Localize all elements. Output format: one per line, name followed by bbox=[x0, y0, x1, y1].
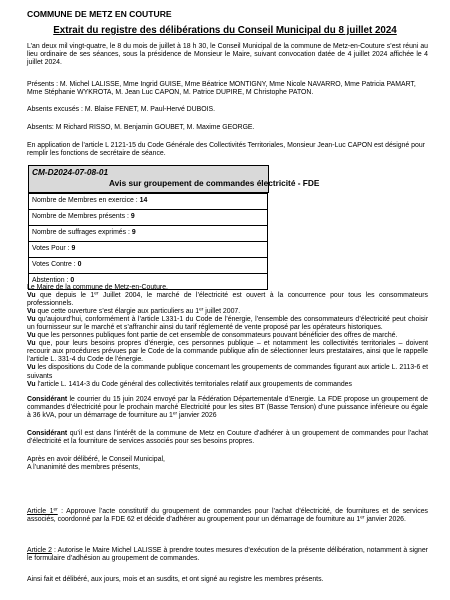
count-label: Nombre de Membres en exercice : bbox=[32, 197, 140, 205]
present-members: Présents : M. Michel LALISSE, Mme Ingrid GUISE, Mme Béatrice MONTIGNY, Mme Nicole NAVARRO, Mme Patricia PAMART, Mme Stéphanie WYKROTA, M. Jean Luc CAPON, M. Patrice DUPIRE, M Christophe PATON. bbox=[27, 81, 416, 97]
secretary-designation: En application de l’article L 2121-15 du Code Générale des Collectivités Territoriales, Monsieur Jean-Luc CAPON est désigné pour remplir les fonctions de secrétaire de séance. bbox=[27, 142, 425, 158]
count-value: 9 bbox=[71, 245, 76, 253]
deliberation-header-box bbox=[28, 165, 320, 193]
count-label: Votes Contre : bbox=[32, 261, 78, 269]
recital: Vu que les personnes publiques font partie de cet ensemble de consommateurs pouvant bénéficier des offres de marché. bbox=[27, 332, 398, 340]
count-label: Nombre de suffrages exprimés : bbox=[32, 229, 132, 237]
excused-members: Absents excusés : M. Blaise FENET, M. Paul-Hervé DUBOIS. bbox=[27, 106, 216, 113]
count-value: 0 bbox=[70, 277, 75, 285]
considerant-interest: Considérant qu’il est dans l’intérêt de la commune de Metz en Couture d’adhérer à un groupement de commandes pour l’achat d’électricité et la fourniture de services associés pour ses besoins propres. bbox=[27, 430, 428, 446]
recital: Vu que, pour leurs besoins propres d’énergie, ces personnes publique – et notamment les collectivités territoriales – doivent recourir aux procédures prévues par le Code de la commande publique afin de sélectionner leurs prestataires, ainsi que le rappelle l’article L. 331-4 du Code de l’énergie. bbox=[27, 340, 428, 364]
article-2: Article 2 : Autorise le Maire Michel LALISSE à prendre toutes mesures d’exécution de la présente délibération, notamment à signer le formulaire d’adhésion au groupement de commandes. bbox=[27, 547, 428, 563]
vote-count-table bbox=[28, 193, 268, 290]
recital: Vu les dispositions du Code de la commande publique concernant les groupements de commandes figurant aux article L. 2113-6 et suivants bbox=[27, 364, 428, 380]
session-intro: L’an deux mil vingt-quatre, le 8 du mois de juillet à 18 h 30, le Conseil Municipal de la commune de Metz-en-Couture s’est réuni au lieu ordinaire de ses séances, sous la présidence de Monsieur le Maire, suivant convocation datée de 4 juillet 2024 affichée le 4 juillet 2024. bbox=[27, 43, 428, 67]
mayor-line: Le Maire de la commune de Metz-en-Couture, bbox=[27, 284, 168, 291]
recital: Vu que depuis le 1er Juillet 2004, le marché de l’électricité est ouvert à la concurrence pour tous les consommateurs professionnels. bbox=[27, 291, 429, 308]
recital: Vu que cette ouverture s’est élargie aux particuliers au 1er juillet 2007. bbox=[27, 307, 241, 316]
count-row bbox=[29, 242, 268, 258]
considerant-fde: Considérant le courrier du 15 juin 2024 envoyé par la Fédération Départementale d’Energie. La FDE propose un groupement de commandes d’électricité pour le prochain marché Electricité pour les sites BT (Basse Tension) d’une puissance inférieure ou égale à 36 kVA, pour un démarrage de fourniture au 1er janvier 2026 bbox=[27, 396, 428, 420]
commune-name: COMMUNE DE METZ EN COUTURE bbox=[27, 9, 172, 19]
count-label: Abstention : bbox=[32, 277, 71, 285]
deliberation-reference: CM-D2024-07-08-01 bbox=[32, 167, 109, 177]
decision-block bbox=[27, 456, 165, 472]
closing-line: Ainsi fait et délibéré, aux jours, mois et an susdits, et ont signé au registre les membres présents. bbox=[27, 576, 324, 583]
unanimity-line: A l’unanimité des membres présents, bbox=[27, 464, 140, 472]
count-value: 9 bbox=[130, 213, 135, 221]
count-row bbox=[29, 194, 268, 210]
recital: Vu l’article L. 1414-3 du Code général des collectivités territoriales relatif aux groupements de commandes bbox=[27, 380, 352, 388]
deliberation-line: Après en avoir délibéré, le Conseil Municipal, bbox=[27, 456, 165, 463]
absent-members: Absents: M Richard RISSO, M. Benjamin GOUBET, M. Maxime GEORGE. bbox=[27, 124, 255, 131]
count-row bbox=[29, 226, 268, 242]
recitals bbox=[27, 284, 428, 389]
count-label: Votes Pour : bbox=[32, 245, 72, 253]
document-title: Extrait du registre des délibérations du Conseil Municipal du 8 juillet 2024 bbox=[53, 25, 397, 36]
article-1: Article 1er : Approuve l’acte constitutif du groupement de commandes pour l’achat d’électricité, de fournitures et de services associés, coordonné par la FDE 62 et décide d’adhérer au groupement pour un démarrage de fourniture au 1er janvier 2026. bbox=[27, 507, 428, 524]
count-label: Nombre de Membres présents : bbox=[32, 213, 131, 221]
count-value: 9 bbox=[131, 229, 136, 237]
count-value: 14 bbox=[139, 197, 148, 205]
deliberation-subject: Avis sur groupement de commandes électricité - FDE bbox=[109, 178, 320, 188]
recital: Vu qu’aujourd’hui, conformément à l’article L331-1 du Code de l’énergie, l’ensemble des consommateurs d’électricité peut choisir un fournisseur sur le marché et s’affranchir ainsi du tarif réglementé de vente proposé par les opérateurs historiques. bbox=[27, 316, 428, 332]
count-value: 0 bbox=[77, 261, 82, 269]
count-row bbox=[29, 258, 268, 274]
count-row bbox=[29, 210, 268, 226]
